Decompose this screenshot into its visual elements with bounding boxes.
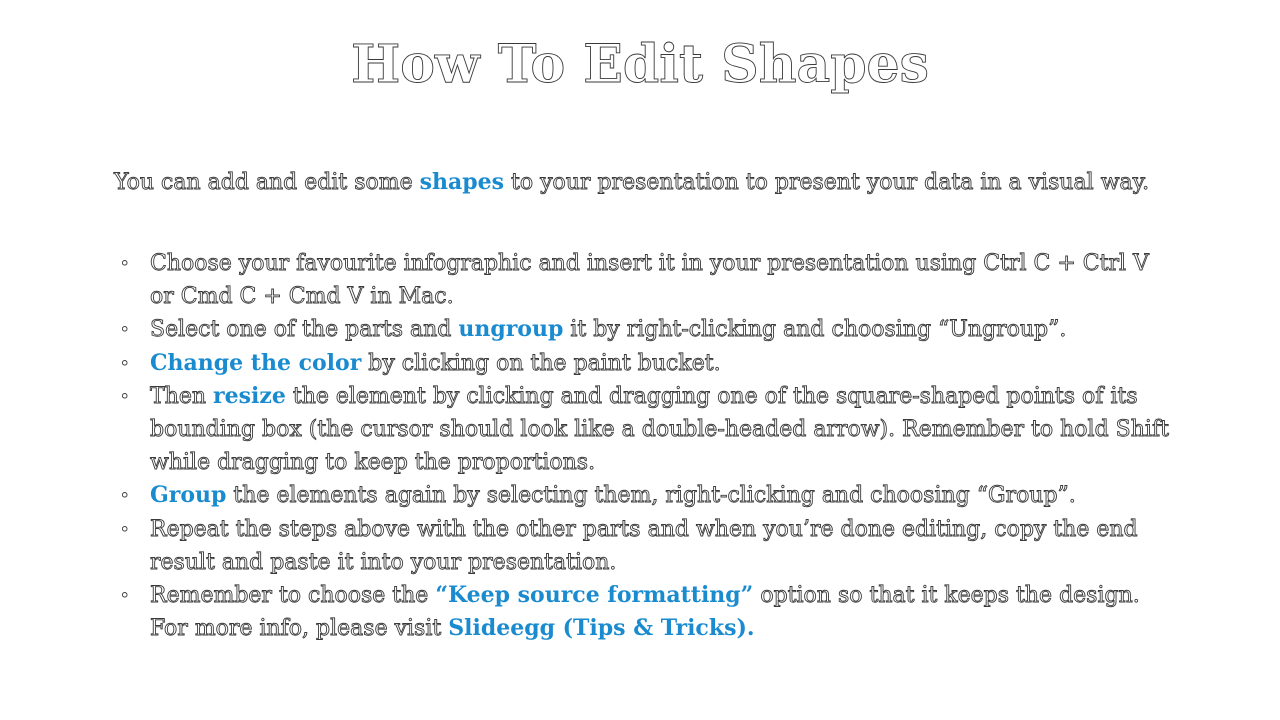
list-item — [114, 380, 1174, 480]
list-item — [114, 247, 1174, 313]
intro-paragraph — [114, 166, 1214, 199]
list-item — [114, 513, 1174, 579]
intro-text-before: You can add and edit some — [114, 170, 420, 195]
list-item — [114, 479, 1174, 512]
bullet-marker: • — [120, 320, 130, 340]
bullet-text-after: it by right-clicking and choosing “Ungroup”. — [563, 317, 1067, 343]
bullet-text: Repeat the steps above with the other parts and when you’re done editing, copy the end result and paste it into your presentation. — [150, 516, 1138, 575]
bullet-text-after: . — [746, 615, 755, 642]
bullet-text-middle: option so that it keeps the design. For more info, please visit — [150, 583, 1140, 642]
bullet-text-before: Remember to choose the — [150, 583, 436, 609]
bullet-marker: • — [120, 519, 130, 539]
bullet-text-after: the elements again by selecting them, right-clicking and choosing “Group”. — [226, 483, 1076, 509]
intro-highlight-shapes: shapes — [419, 169, 505, 195]
instruction-list — [114, 247, 1174, 645]
bullet-text-before: Select one of the parts and — [150, 317, 459, 343]
list-item — [114, 313, 1174, 346]
bullet-marker: • — [120, 586, 130, 606]
highlight-ungroup: ungroup — [458, 316, 564, 343]
intro-text-after: to your presentation to present your data in a visual way. — [504, 170, 1150, 195]
bullet-marker: • — [120, 386, 130, 406]
bullet-marker: • — [120, 254, 130, 273]
bullet-text-after: the element by clicking and dragging one of the square-shaped points of its bounding box (the cursor should look like a double-headed arrow). Remember to hold Shift while dragging to keep the proportions. — [150, 383, 1169, 476]
bullet-marker: • — [120, 353, 130, 373]
bullet-text-before: Then — [150, 383, 214, 409]
highlight-keep-source-formatting: “Keep source formatting” — [435, 582, 754, 609]
bullet-marker: • — [120, 486, 130, 506]
bullet-text: Choose your favourite infographic and insert it in your presentation using Ctrl C + Ctrl V or Cmd C + Cmd V in Mac. — [150, 251, 1149, 310]
list-item — [114, 579, 1174, 645]
list-item — [114, 347, 1174, 380]
highlight-resize: resize — [213, 382, 286, 409]
slideegg-tips-link[interactable]: Slideegg (Tips & Tricks) — [448, 615, 747, 642]
highlight-group: Group — [150, 482, 227, 509]
page-title: How To Edit Shapes — [351, 34, 929, 95]
bullet-text-after: by clicking on the paint bucket. — [361, 350, 721, 376]
highlight-change-the-color: Change the color — [150, 349, 362, 376]
